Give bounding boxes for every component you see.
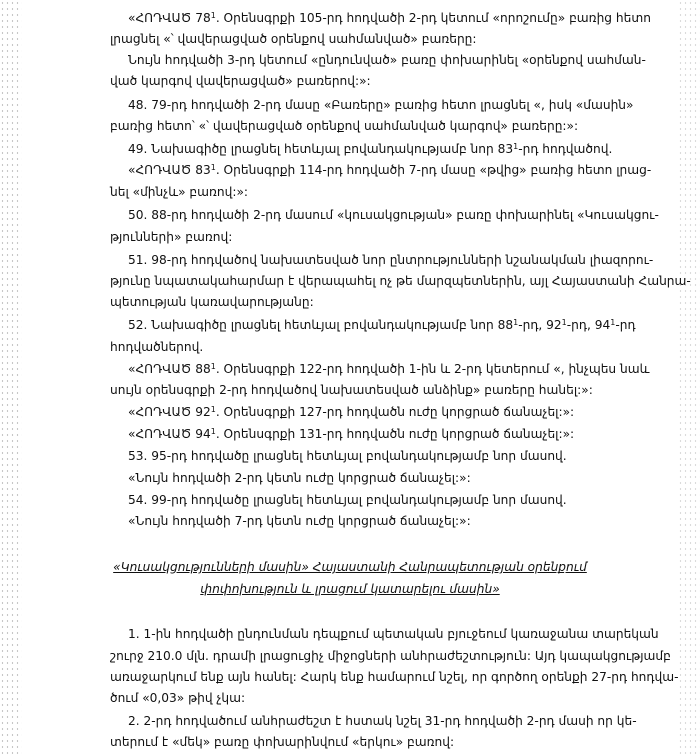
superscript: 1: [210, 405, 216, 414]
superscript: 1: [561, 318, 567, 327]
text-line: բառից հետո՝ «՝ վավերացված օրենքով սահմանված կարգով» բառերը:»:: [110, 119, 579, 133]
superscript: 1: [210, 362, 216, 371]
text-line: պետության կառավարությանը:: [110, 295, 314, 309]
text-line: առաջարկում ենք այն հանել: Հարկ ենք համարում նշել, որ գործող օրենքի 27-րդ հոդվա-: [110, 670, 679, 684]
text-line: թյունների» բառով:: [110, 230, 233, 244]
text-line: 54. 99-րդ հոդվածը լրացնել հետևյալ բովանդակությամբ նոր մասով.: [128, 493, 567, 507]
text-line: 1. 1-ին հոդվածի ընդունման դեպքում պետական բյուջեում կառաջանա տարեկան: [128, 627, 659, 641]
text-line: շուրջ 210.0 մլն. դրամի լրացուցիչ միջոցների անհրաժեշտություն: Այդ կապակցությամբ: [110, 649, 671, 663]
text-line: հոդվածներով.: [110, 340, 204, 354]
text-line: ծում «0,03» թիվ չկա:: [110, 691, 246, 705]
text-line: Նույն հոդվածի 3-րդ կետում «ընդունված» բառը փոխարինել «օրենքով սահման-: [128, 53, 646, 67]
superscript: 1: [513, 318, 519, 327]
text-line: 51. 98-րդ հոդվածով նախատեսված նոր ընտրությունների նշանակման լիազորու-: [128, 253, 654, 267]
section-title-line: «Կուսակցությունների մասին» Հայաստանի Հանրապետության օրենքում: [113, 560, 587, 574]
text-line: «ՀՈԴՎԱԾ $88^1$. Օրենսգրքի 122-րդ հոդվածի 1-ին և 2-րդ կետերում «, ինչպես նաև: [128, 362, 650, 376]
text-line: լրացնել «՝ վավերացված օրենքով սահմանված» բառերը:: [110, 32, 477, 46]
text-line: «ՀՈԴՎԱԾ $94^1$. Օրենսգրքի 131-րդ հոդվածն ուժը կորցրած ճանաչել:»:: [128, 427, 575, 441]
superscript: 1: [210, 427, 216, 436]
text-line: 53. 95-րդ հոդվածը լրացնել հետևյալ բովանդակությամբ նոր մասով.: [128, 449, 567, 463]
text-line: «ՀՈԴՎԱԾ $83^1$. Օրենսգրքի 114-րդ հոդվածի 7-րդ մասը «թվից» բառից հետո լրաց-: [128, 163, 652, 177]
text-line: «ՀՈԴՎԱԾ $92^1$. Օրենսգրքի 127-րդ հոդվածն ուժը կորցրած ճանաչել:»:: [128, 405, 575, 419]
text-line: ված կարգով վավերացված» բառերով:»:: [110, 74, 371, 88]
superscript: 1: [610, 318, 616, 327]
text-line: տերում է «մեկ» բառը փոխարինվում «երկու» բառով:: [110, 735, 455, 749]
text-line: «Նույն հոդվածի 7-րդ կետն ուժը կորցրած ճանաչել:»:: [128, 514, 471, 528]
superscript: 1: [513, 142, 519, 151]
text-line: «ՀՈԴՎԱԾ $78^1$. Օրենսգրքի 105-րդ հոդվածի 2-րդ կետում «որոշումը» բառից հետո: [128, 11, 651, 25]
text-line: սույն օրենսգրքի 2-րդ հոդվածով նախատեսված անձինք» բառերը հանել:»:: [110, 383, 593, 397]
section-title: [0, 559, 700, 575]
superscript: 1: [210, 11, 216, 20]
text-line: 50. 88-րդ հոդվածի 2-րդ մասում «կուսակցության» բառը փոխարինել «Կուսակցու-: [128, 208, 659, 222]
text-line: 2. 2-րդ հոդվածում անհրաժեշտ է հստակ նշել 31-րդ հոդվածի 2-րդ մասի որ կե-: [128, 714, 637, 728]
text-line: նել «մինչև» բառով:»:: [110, 185, 249, 199]
text-line: «Նույն հոդվածի 2-րդ կետն ուժը կորցրած ճանաչել:»:: [128, 471, 471, 485]
section-title-line: փոփոխություն և լրացում կատարելու մասին»: [200, 582, 500, 596]
text-line: 49. Նախագիծը լրացնել հետևյալ բովանդակությամբ նոր $83^1-րդ$ հոդվածով.: [128, 142, 613, 156]
text-line: թյունը նպատակահարմար է վերապահել ոչ թե մարզպետներին, այլ Հայաստանի Հանրա-: [110, 274, 691, 288]
text-line: 48. 79-րդ հոդվածի 2-րդ մասը «Բառերը» բառից հետո լրացնել «, իսկ «մասին»: [128, 98, 634, 112]
section-title: [0, 581, 700, 597]
text-line: 52. Նախագիծը լրացնել հետևյալ բովանդակությամբ նոր $88^1-րդ$, $92^1-րդ$, $94^1-րդ$: [128, 318, 636, 332]
superscript: 1: [210, 163, 216, 172]
